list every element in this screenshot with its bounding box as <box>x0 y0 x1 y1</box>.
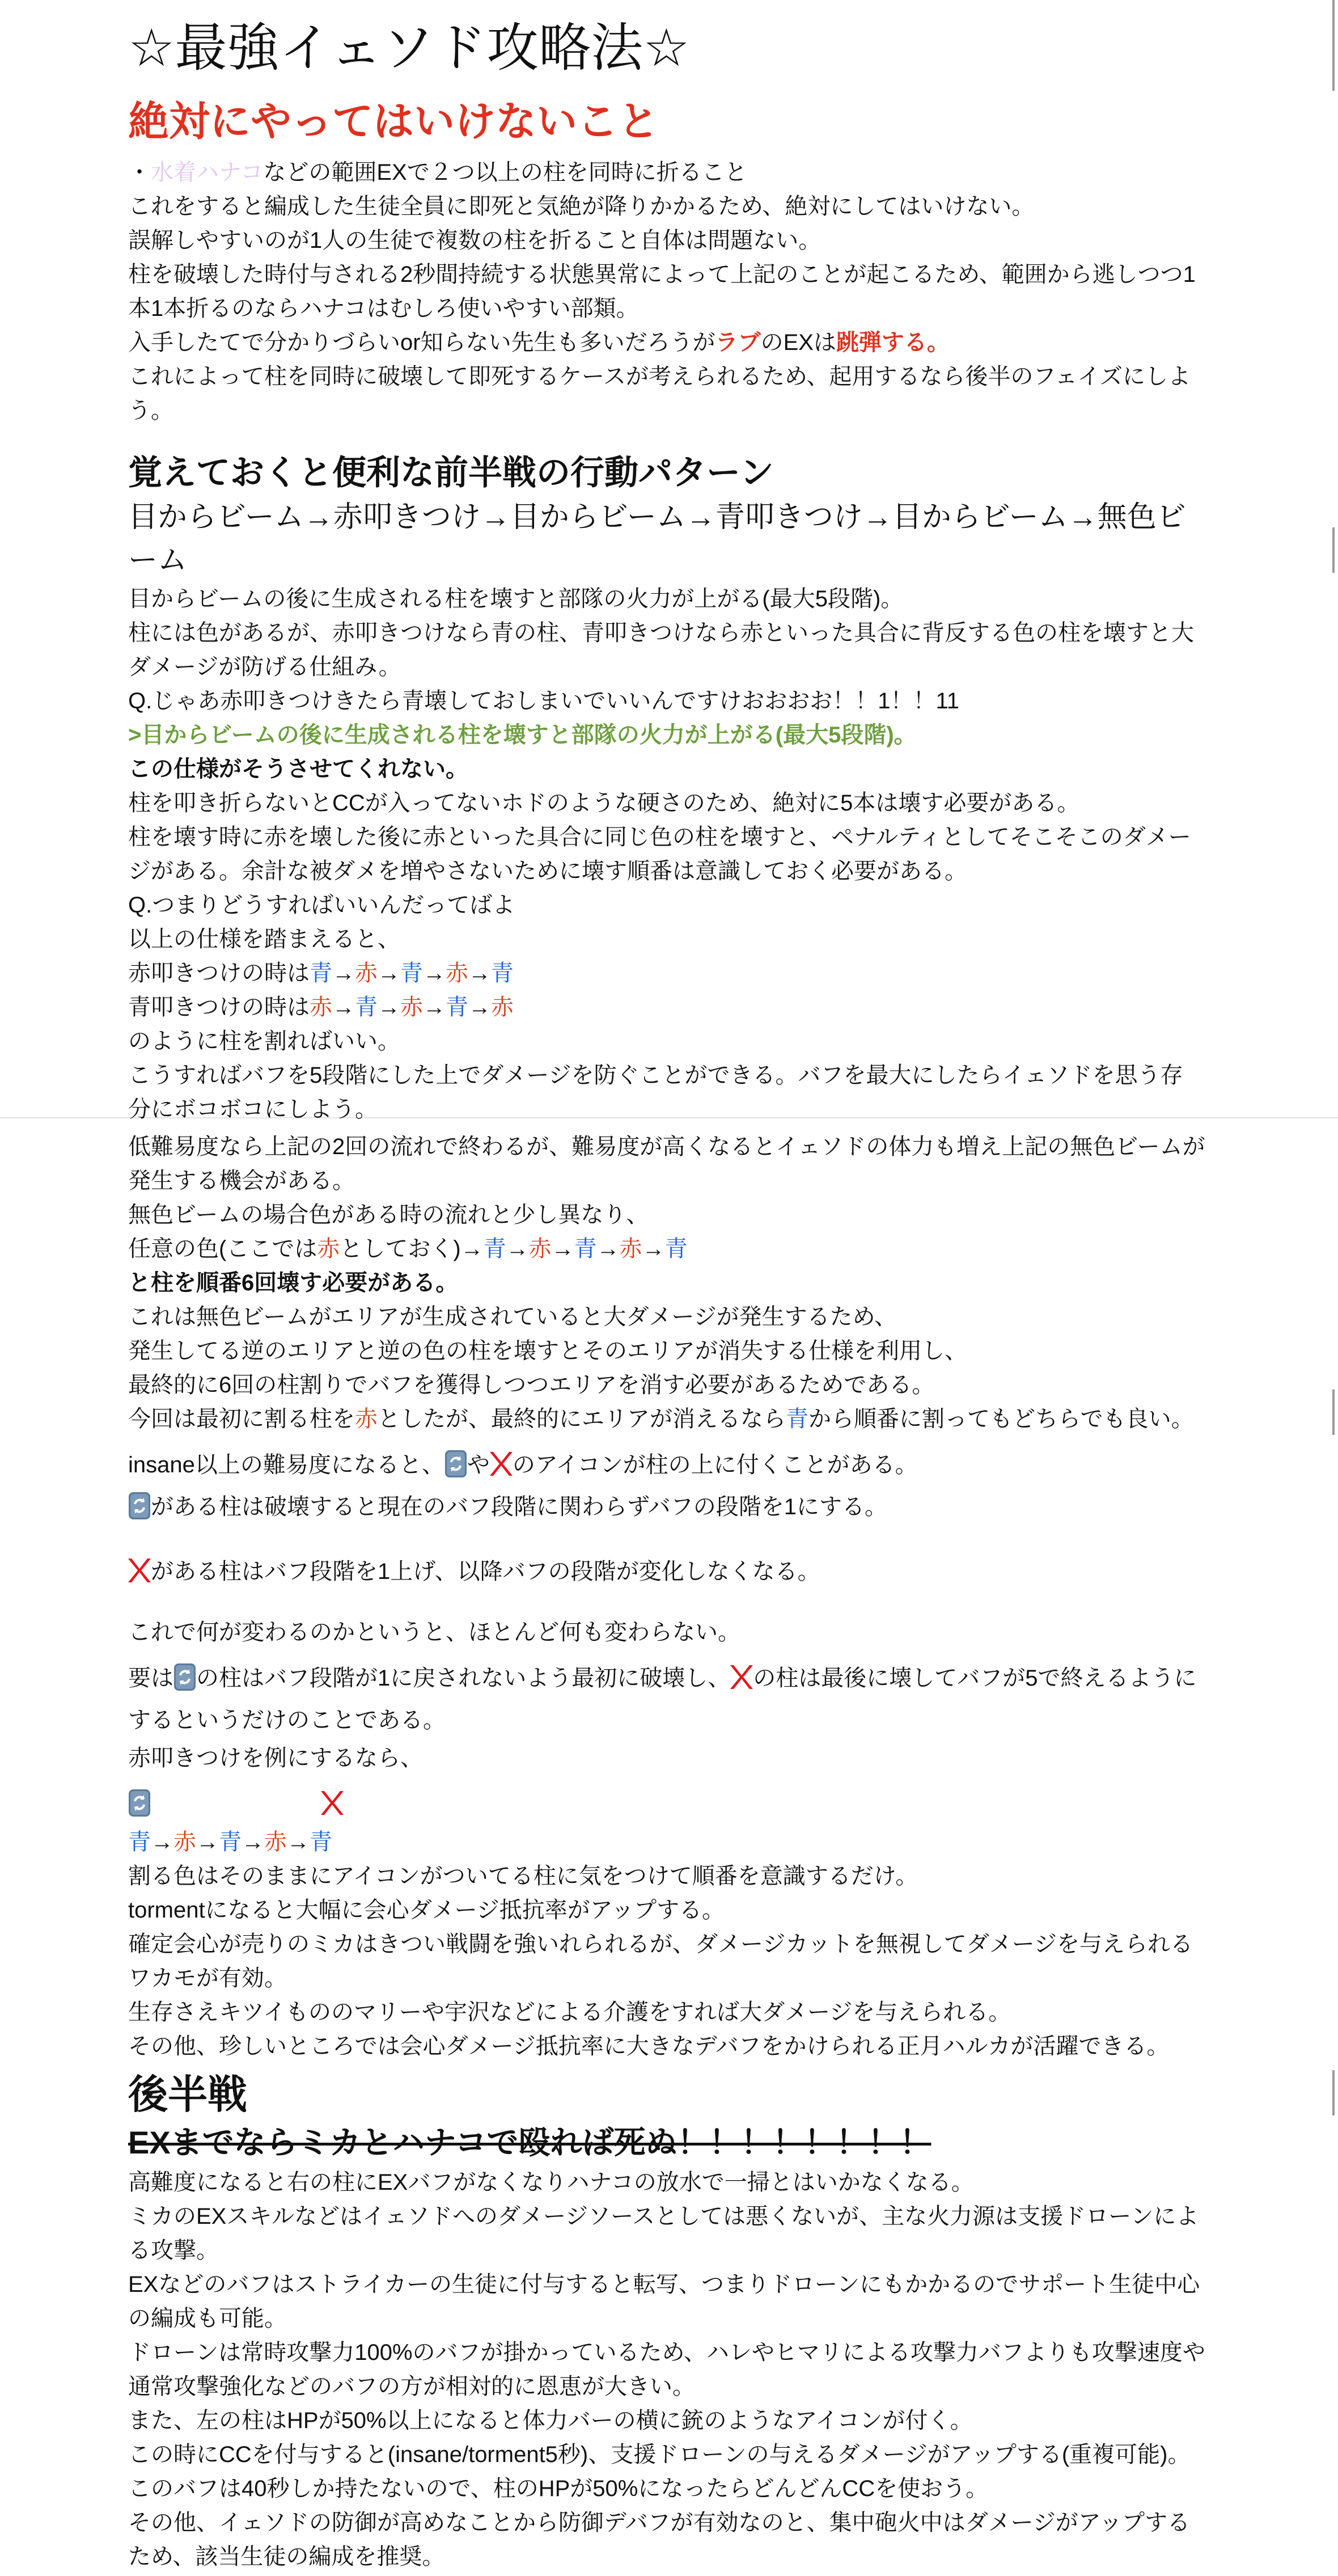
text-line <box>128 1300 1205 1334</box>
page-title: ☆最強イェソド攻略法☆ <box>128 19 690 77</box>
text-line <box>128 2506 1205 2574</box>
text-segment: → <box>151 1830 173 1855</box>
text-line <box>128 1783 1205 1825</box>
text-segment: この時にCCを付与すると(insane/torment5秒)、支援ドローンの与えるダメージがアップする(重複可能)。 <box>128 2442 1191 2467</box>
text-line <box>128 2336 1205 2404</box>
text-segment: 以上の仕様を踏まえると、 <box>128 927 400 952</box>
text-segment: → <box>551 1236 574 1261</box>
refresh-icon <box>128 1492 151 1520</box>
article <box>128 0 1205 2574</box>
text-segment: これは無色ビームがエリアが生成されていると大ダメージが発生するため、 <box>128 1304 897 1329</box>
highlight-text: 青 <box>219 1830 242 1855</box>
text-line <box>128 1402 1205 1436</box>
text-line <box>128 1893 1205 1927</box>
text-line <box>128 786 1205 820</box>
text-segment: 赤叩きつけを例にするなら、 <box>128 1746 423 1771</box>
text-line <box>128 2199 1205 2267</box>
refresh-icon <box>173 1663 196 1691</box>
action-pattern: 目からビーム→赤叩きつけ→目からビーム→青叩きつけ→目からビーム→無色ビーム <box>128 501 1186 577</box>
text-line <box>128 2404 1205 2438</box>
late-section <box>128 2165 1205 2574</box>
text-segment: の柱は最後に壊してバフが5で終えるようにするというだけのことである。 <box>128 1666 1197 1733</box>
text-segment: 柱を叩き折らないとCCが入ってないホドのような硬さのため、絶対に5本は壊す必要がある。 <box>128 791 1080 816</box>
text-line <box>128 1024 1205 1058</box>
text-segment: これによって柱を同時に破壊して即死するケースが考えられるため、起用するなら後半のフェイズにしよう。 <box>128 364 1191 423</box>
text-segment: 最終的に6回の柱割りでバフを獲得しつつエリアを消す必要があるためである。 <box>128 1373 935 1397</box>
text-segment: がある柱はバフ段階を1上げ、以降バフの段階が変化しなくなる。 <box>151 1559 820 1584</box>
highlight-text: 青 <box>483 1236 506 1261</box>
text-segment: 高難度になると右の柱にEXバフがなくなりハナコの放水で一掃とはいかなくなる。 <box>128 2170 974 2195</box>
text-segment: がある柱は破壊すると現在のバフ段階に関わらずバフの段階を1にする。 <box>151 1494 888 1519</box>
text-line <box>128 1334 1205 1368</box>
text-line <box>128 1551 1205 1593</box>
text-segment: これで何が変わるのかというと、ほとんど何も変わらない。 <box>128 1620 740 1645</box>
highlight-text: 赤 <box>310 995 332 1020</box>
highlight-text: 赤 <box>400 995 423 1020</box>
text-segment: 今回は最初に割る柱を <box>128 1407 355 1431</box>
text-line <box>128 189 1205 223</box>
text-segment: 割る色はそのままにアイコンがついてる柱に気をつけて順番を意識するだけ。 <box>128 1864 918 1889</box>
text-segment: EXなどのバフはストライカーの生徒に付与すると転写、つまりドローンにもかかるのでサポート生徒中心の編成も可能。 <box>128 2272 1200 2331</box>
text-segment: → <box>332 995 355 1020</box>
text-segment: としたが、最終的にエリアが消えるなら <box>378 1407 786 1431</box>
highlight-text: 赤 <box>317 1236 340 1261</box>
text-segment: や <box>467 1452 490 1477</box>
highlight-text: >目からビームの後に生成される柱を壊すと部隊の火力が上がる(最大5段階)。 <box>128 723 917 748</box>
highlight-text: 跳弾する。 <box>836 330 950 355</box>
text-line <box>128 956 1205 990</box>
text-line <box>128 1657 1205 1741</box>
text-segment: 低難易度なら上記の2回の流れで終わるが、難易度が高くなるとイェソドの体力も増え上記の無色ビームが発生する機会がある。 <box>128 1134 1205 1193</box>
text-segment: → <box>596 1236 620 1261</box>
text-line <box>128 2472 1205 2506</box>
highlight-text: 赤 <box>173 1830 196 1855</box>
text-segment: insane以上の難易度になると、 <box>128 1452 444 1477</box>
text-line <box>128 1368 1205 1402</box>
text-line <box>128 360 1205 428</box>
highlight-text: 青 <box>446 995 468 1020</box>
early-section <box>128 582 1205 2063</box>
refresh-icon <box>444 1450 467 1478</box>
text-line <box>128 684 1205 718</box>
text-segment: 生存さえキツイもののマリーや宇沢などによる介護をすれば大ダメージを与えられる。 <box>128 2000 1011 2025</box>
text-segment: → <box>332 961 355 986</box>
scrollbar-mark <box>1332 2070 1335 2115</box>
text-segment: のように柱を割ればいい。 <box>128 1029 400 1054</box>
text-line <box>128 582 1205 616</box>
cross-icon <box>128 1556 151 1585</box>
highlight-text: 青 <box>400 961 423 986</box>
highlight-text: 赤 <box>528 1236 552 1261</box>
highlight-text: 青 <box>664 1236 688 1261</box>
text-segment: こうすればバフを5段階にした上でダメージを防ぐことができる。バフを最大にしたらイェソドを思う存分にボコボコにしよう。 <box>128 1063 1183 1122</box>
text-segment: 青叩きつけの時は <box>128 995 310 1020</box>
text-segment: 柱を破壊した時付与される2秒間持続する状態異常によって上記のことが起こるため、範囲から逃しつつ1本1本折るのならハナコはむしろ使いやすい部類。 <box>128 262 1196 321</box>
text-segment: 誤解しやすいのが1人の生徒で複数の柱を折ること自体は問題ない。 <box>128 228 822 253</box>
scrollbar-mark <box>1332 1390 1335 1435</box>
text-segment: 入手したてで分かりづらいor知らない先生も多いだろうが <box>128 330 715 355</box>
refresh-icon <box>128 1789 151 1817</box>
text-segment: ・ <box>128 160 151 185</box>
highlight-text: 赤 <box>619 1236 642 1261</box>
text-segment: → <box>423 961 446 986</box>
cross-icon <box>321 1789 344 1817</box>
text-segment: tormentになると大幅に会心ダメージ抵抗率がアップする。 <box>128 1898 725 1923</box>
text-line <box>128 616 1205 684</box>
text-segment: → <box>196 1830 219 1855</box>
highlight-text: 青 <box>310 1830 332 1855</box>
text-line <box>128 888 1205 922</box>
text-line <box>128 2438 1205 2472</box>
text-segment: その他、珍しいところでは会心ダメージ抵抗率に大きなデバフをかけられる正月ハルカが活躍できる。 <box>128 2034 1170 2059</box>
text-segment: また、左の柱はHPが50%以上になると体力バーの横に銃のようなアイコンが付く。 <box>128 2408 973 2433</box>
text-segment: → <box>468 961 491 986</box>
text-segment: その他、イェソドの防御が高めなことから防御デバフが有効なのと、集中砲火中はダメージがアップするため、該当生徒の編成を推奨。 <box>128 2510 1190 2569</box>
highlight-text: 赤 <box>264 1830 287 1855</box>
text-line <box>128 1741 1205 1775</box>
highlight-text: 青 <box>355 995 378 1020</box>
text-segment: 任意の色(ここでは <box>128 1236 317 1261</box>
text-segment: → <box>642 1236 665 1261</box>
text-line <box>128 1232 1205 1266</box>
text-line <box>128 1859 1205 1893</box>
highlight-text: 水着ハナコ <box>151 160 264 185</box>
text-line <box>128 1266 1205 1300</box>
text-segment: → <box>242 1830 264 1855</box>
text-line <box>128 257 1205 326</box>
text-line <box>128 223 1205 257</box>
text-segment: → <box>378 995 400 1020</box>
text-line <box>128 1927 1205 1995</box>
text-segment: 確定会心が売りのミカはきつい戦闘を強いれられるが、ダメージカットを無視してダメージを与えられるワカモが有効。 <box>128 1932 1193 1991</box>
text-segment: 目からビームの後に生成される柱を壊すと部隊の火力が上がる(最大5段階)。 <box>128 586 904 611</box>
text-segment: 要は <box>128 1666 173 1691</box>
text-segment: ドローンは常時攻撃力100%のバフが掛かっているため、ハレやヒマリによる攻撃力バフよりも攻撃速度や通常攻撃強化などのバフの方が相対的に恩恵が大きい。 <box>128 2340 1205 2399</box>
text-segment: のEXは <box>760 330 836 355</box>
text-line <box>128 820 1205 888</box>
text-line <box>128 1198 1205 1232</box>
warning-heading: 絶対にやってはいけないこと <box>128 99 659 145</box>
highlight-text: 赤 <box>355 961 378 986</box>
text-line <box>128 155 1205 189</box>
text-line <box>128 326 1205 360</box>
text-line <box>128 922 1205 956</box>
text-segment: 柱を壊す時に赤を壊した後に赤といった具合に同じ色の柱を壊すと、ペナルティとしてそこそこのダメージがある。余計な被ダメを増やさないために壊す順番は意識しておく必要がある。 <box>128 825 1191 884</box>
text-segment: これをすると編成した生徒全員に即死と気絶が降りかかるため、絶対にしてはいけない。 <box>128 194 1035 219</box>
text-segment: → <box>423 995 446 1020</box>
text-line <box>128 718 1205 752</box>
text-line <box>128 2165 1205 2199</box>
text-segment: 柱には色があるが、赤叩きつけなら青の柱、青叩きつけなら赤といった具合に背反する色の柱を壊すと大ダメージが防げる仕組み。 <box>128 620 1194 679</box>
highlight-text: 赤 <box>446 961 468 986</box>
warning-section <box>128 155 1205 428</box>
highlight-text: と柱を順番6回壊す必要がある。 <box>128 1270 459 1295</box>
text-segment: 無色ビームの場合色がある時の流れと少し異なり、 <box>128 1202 649 1227</box>
text-line <box>128 752 1205 786</box>
highlight-text: 青 <box>574 1236 597 1261</box>
text-segment: などの範囲EXで２つ以上の柱を同時に折ること <box>263 160 747 185</box>
text-segment: 発生してる逆のエリアと逆の色の柱を壊すとそのエリアが消失する仕様を利用し、 <box>128 1338 967 1363</box>
highlight-text: ラブ <box>715 330 761 355</box>
text-segment: → <box>468 995 491 1020</box>
struck-heading: EXまでならミカとハナコで殴れば死ぬ！！！！！！！！ <box>128 2125 931 2160</box>
text-line <box>128 1825 1205 1859</box>
text-line <box>128 1444 1205 1486</box>
highlight-text: 青 <box>491 961 514 986</box>
cross-icon <box>490 1450 513 1478</box>
text-segment: Q.つまりどうすればいいんだってばよ <box>128 893 515 918</box>
text-segment: → <box>378 961 400 986</box>
text-line <box>128 2267 1205 2336</box>
text-line <box>128 1058 1205 1126</box>
highlight-text: 青 <box>128 1830 151 1855</box>
text-line <box>128 1995 1205 2029</box>
highlight-text: 青 <box>786 1407 808 1431</box>
highlight-text: 赤 <box>491 995 514 1020</box>
highlight-text: 青 <box>310 961 332 986</box>
text-segment: 赤叩きつけの時は <box>128 961 310 986</box>
text-segment: ミカのEXスキルなどはイェソドへのダメージソースとしては悪くないが、主な火力源は支援ドローンによる攻撃。 <box>128 2204 1199 2263</box>
cross-icon <box>730 1663 753 1691</box>
text-segment: の柱はバフ段階が1に戻されないよう最初に破壊し、 <box>196 1666 731 1691</box>
text-segment: このバフは40秒しか持たないので、柱のHPが50%になったらどんどんCCを使おう。 <box>128 2476 989 2501</box>
text-segment: Q.じゃあ赤叩きつけきたら青壊しておしまいでいいんですけおおおお！！1！！11 <box>128 689 959 713</box>
text-segment: としておく)→ <box>340 1236 484 1261</box>
text-line <box>128 990 1205 1024</box>
late-heading: 後半戦 <box>128 2072 247 2117</box>
early-heading: 覚えておくと便利な前半戦の行動パターン <box>128 454 774 492</box>
text-segment: → <box>506 1236 529 1261</box>
highlight-text: この仕様がそうさせてくれない。 <box>128 757 468 782</box>
scrollbar-mark <box>1332 527 1335 573</box>
text-line <box>128 2029 1205 2063</box>
text-line <box>128 1486 1205 1528</box>
text-segment: のアイコンが柱の上に付くことがある。 <box>512 1452 918 1477</box>
text-segment: から順番に割ってもどちらでも良い。 <box>808 1407 1194 1431</box>
scrollbar[interactable] <box>1332 0 1335 91</box>
text-segment: → <box>287 1830 310 1855</box>
text-line <box>128 1130 1205 1198</box>
highlight-text: 赤 <box>355 1407 378 1431</box>
text-line <box>128 1615 1205 1649</box>
